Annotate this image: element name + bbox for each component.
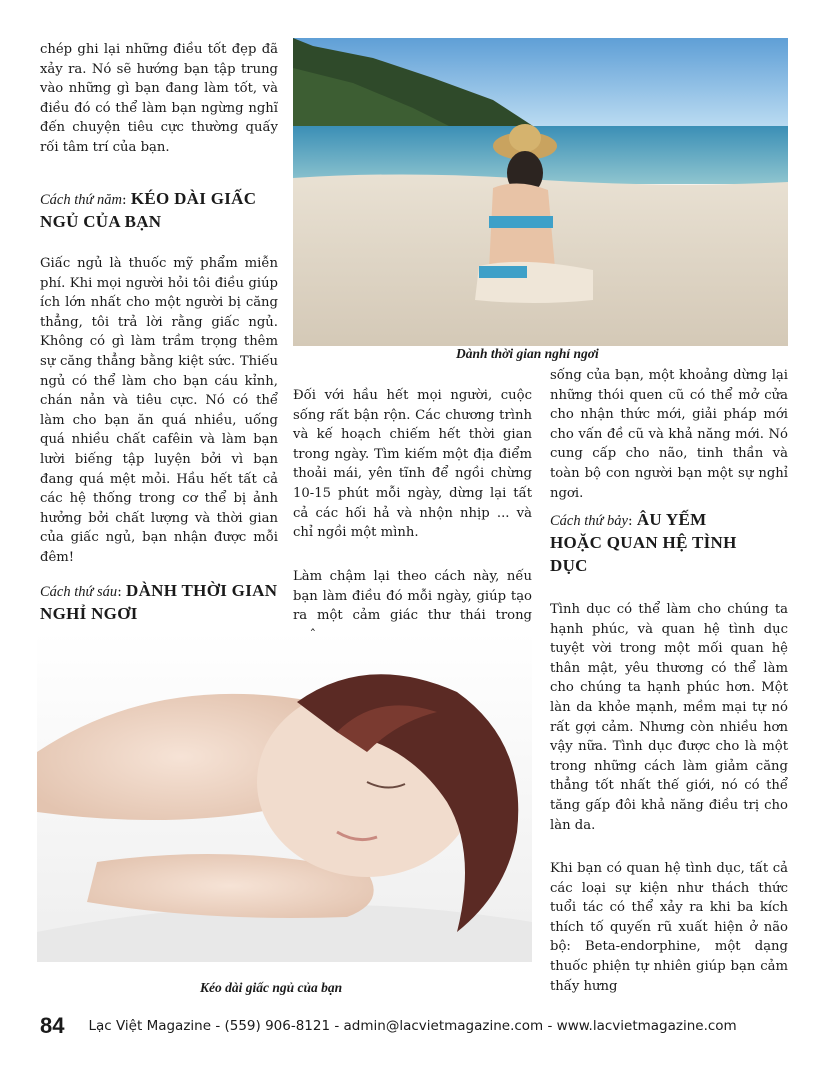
sleep-illustration xyxy=(37,632,532,962)
intimacy-paragraph-1: Tình dục có thể làm cho chúng ta hạnh phúc, và quan hệ tình dục tuyệt vời trong một mối quan hệ thân mật, yêu thương có thể làm cho chúng ta hạnh phúc hơn. Một làn da khỏe mạnh, mềm mại tự nó rất gợi cảm. Nhưng còn nhiều hơn vậy nữa. Tình dục được cho là một trong những cách làm giảm căng thẳng tốt nhất thế giới, nó có thể tăng gấp đôi khả năng điều trị cho làn da. xyxy=(550,602,788,833)
beach-illustration xyxy=(293,38,788,346)
col3-continued-paragraph: sống của bạn, một khoảng dừng lại những thói quen cũ có thể mở cửa cho nhận thức mới, giải pháp mới cho vấn đề cũ và khả năng mới. Nó cung cấp cho não, tinh thần và toàn bộ con người bạn một sự nghỉ ngơi. xyxy=(550,368,788,501)
heading-sleep: Cách thứ năm: KÉO DÀI GIẤC NGỦ CỦA BẠN xyxy=(40,189,257,231)
heading-sleep-bold: KÉO DÀI GIẤC NGỦ CỦA BẠN xyxy=(40,189,257,231)
sleep-photo-caption: Kéo dài giấc ngủ của bạn xyxy=(200,980,343,995)
sleep-photo xyxy=(37,632,532,962)
intimacy-paragraph-2: Khi bạn có quan hệ tình dục, tất cả các loại sự kiện như thách thức tuổi tác có thể xảy ra khi ba kích thích tố quyến rũ xuất hiện ở não bộ: Beta-endorphine, một dạng thuốc phiện tự nhiên giúp bạn cảm thấy hưng xyxy=(550,861,788,994)
page-number: 84 xyxy=(40,1013,65,1038)
slow-down-paragraph: Làm chậm lại theo cách này, nếu bạn làm điều đó mỗi ngày, giúp tạo ra một cảm giác thư thái trong xyxy=(293,569,532,624)
heading-rest: Cách thứ sáu: DÀNH THỜI GIAN NGHỈ NGƠI xyxy=(40,581,278,623)
heading-rest-bold: DÀNH THỜI GIAN NGHỈ NGƠI xyxy=(40,581,278,623)
beach-photo-caption: Dành thời gian nghỉ ngơi xyxy=(456,346,599,361)
heading-intimacy-bold: ÂU YẾM HOẶC QUAN HỆ TÌNH DỤC xyxy=(550,510,737,575)
heading-intimacy: Cách thứ bảy: ÂU YẾM HOẶC QUAN HỆ TÌNH DỤC xyxy=(550,510,737,575)
heading-rest-italic: Cách thứ sáu xyxy=(40,584,118,600)
page-footer xyxy=(40,1013,800,1043)
heading-intimacy-italic: Cách thứ bảy xyxy=(550,513,628,529)
beach-photo xyxy=(293,38,788,346)
heading-sleep-italic: Cách thứ năm xyxy=(40,192,123,208)
rest-paragraph: Đối với hầu hết mọi người, cuộc sống rất bận rộn. Các chương trình và kế hoạch chiếm hết thời gian trong ngày. Tìm kiếm một địa điểm thoải mái, yên tĩnh để ngồi chừng 10-15 phút mỗi ngày, dừng lại tất cả các hối hả và nhộn nhịp ... và chỉ ngồi một mình. xyxy=(293,388,532,541)
col1-intro-paragraph: chép ghi lại những điều tốt đẹp đã xảy ra. Nó sẽ hướng bạn tập trung vào những gì bạn đang làm tốt, và điều đó có thể làm bạn ngừng nghĩ đến chuyện tiêu cực thường quấy rối tâm trí của bạn. xyxy=(40,42,278,155)
footer-contact-line: Lạc Việt Magazine - (559) 906-8121 - admin@lacvietmagazine.com - www.lacvietmagazine.com xyxy=(88,1018,737,1034)
sleep-paragraph: Giấc ngủ là thuốc mỹ phẩm miễn phí. Khi mọi người hỏi tôi điều giúp ích lớn nhất cho một người bị căng thẳng, tôi trả lời rằng giấc ngủ. Không có gì làm trầm trọng thêm sự căng thẳng bằng kiệt sức. Thiếu ngủ có thể làm cho bạn cáu kỉnh, chán nản và tiêu cực. Nó có thể làm cho bạn ăn quá nhiều, uống quá nhiều chất cafêin và làm bạn lười biếng tập luyện bởi vì bạn đang quá mệt mỏi. Hầu hết tất cả các hệ thống trong cơ thể bị ảnh hưởng bởi chất lượng và thời gian của giấc ngủ, bạn nhận được mỗi đêm! xyxy=(40,256,278,565)
